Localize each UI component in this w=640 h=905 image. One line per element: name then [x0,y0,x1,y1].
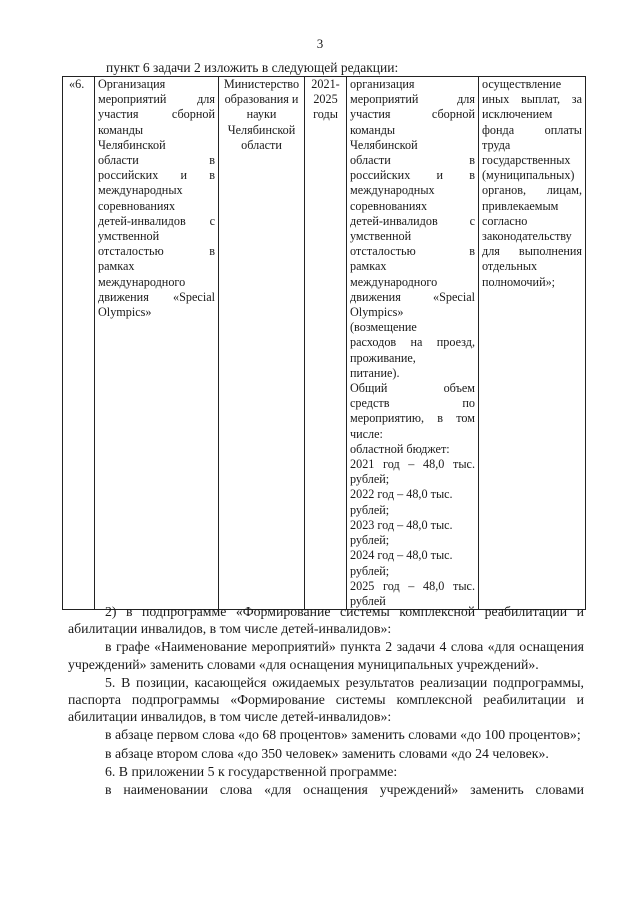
cell-line: полномочий»; [482,274,556,289]
measures-table [62,76,586,610]
cell-line: мероприятию, в том [350,411,475,426]
cell-line: для выполнения [482,244,582,259]
cell-line: детей-инвалидов с [98,213,215,228]
page-number: 3 [316,36,324,51]
cell-line: годы [313,107,338,122]
paragraph: в абзаце втором слова «до 350 человек» заменить словами «до 24 человек». [105,745,549,761]
cell-line: рамках [350,259,387,274]
cell-line: 2023 год – 48,0 тыс. [350,517,453,532]
cell-line: иных выплат, за [482,92,582,107]
cell-line: Olympics» [350,305,404,320]
paragraph: 5. В позиции, касающейся ожидаемых результатов реализации подпрограммы, паспорта подпрограммы «Формирование системы комплексной реабилитации и абилитации инвалидов, в том числе детей-инвалидов»: [68,674,584,725]
cell-line: образования и [224,92,299,107]
cell-line: международных [98,183,183,198]
cell-expense-type [479,77,586,610]
cell-line: команды [350,122,396,137]
cell-line: проживание, [350,350,416,365]
cell-line: фонда оплаты [482,122,582,137]
cell-line: органов, лицам, [482,183,582,198]
cell-line: (возмещение [350,320,417,335]
cell-line: рублей; [350,472,390,487]
cell-term [305,77,347,610]
cell-line: 2021 год – 48,0 тыс. [350,457,475,472]
cell-line: рублей; [350,502,390,517]
cell-line: умственной [350,229,412,244]
paragraph: в наименовании слова «для оснащения учреждений» заменить словами [105,782,584,798]
cell-line: (муниципальных) [482,168,575,183]
cell-line: рамках [98,259,135,274]
cell-line: мероприятий для [98,92,215,107]
paragraph: 6. В приложении 5 к государственной программе: [105,763,398,779]
cell-line: области в [350,153,475,168]
paragraph: в графе «Наименование мероприятий» пункта 2 задачи 4 слова «для оснащения учреждений» заменить словами «для оснащения муниципальных учреждений». [68,639,584,672]
cell-line: российских и в [350,168,475,183]
cell-line: умственной [98,229,160,244]
paragraph: в абзаце первом слова «до 68 процентов» заменить словами «до 100 процентов»; [105,727,581,743]
cell-line: Челябинской [227,122,296,137]
cell-line: отдельных [482,259,538,274]
cell-line: отсталостью в [350,244,475,259]
cell-line: Министерство [223,77,300,91]
cell-line: области [241,137,282,152]
cell-line: Челябинской [350,137,418,152]
cell-line: международного [350,274,438,289]
cell-line: движения «Special [350,289,475,304]
cell-line: участия сборной [98,107,215,122]
cell-line: Общий объем [350,381,475,396]
cell-line: осуществление [482,77,562,91]
cell-line: рублей; [350,533,390,548]
cell-line: государственных [482,153,571,168]
cell-line: средств по [350,396,475,411]
cell-line: международных [350,183,435,198]
cell-number: «6. [63,77,95,610]
cell-measure-name [95,77,219,610]
cell-line: исключением [482,107,553,122]
cell-line: рублей [350,593,386,608]
cell-line: расходов на проезд, [350,335,475,350]
cell-line: согласно [482,213,528,228]
cell-line: привлекаемым [482,198,559,213]
cell-line: соревнованиях [98,198,176,213]
table-row [63,77,586,610]
cell-line: отсталостью в [98,244,215,259]
paragraph: 2) в подпрограмме «Формирование системы комплексной реабилитации и абилитации инвалидов, в том числе детей-инвалидов»: [68,604,584,637]
cell-line: детей-инвалидов с [350,213,475,228]
cell-line: труда [482,137,511,152]
cell-line: движения «Special [98,289,215,304]
cell-line: науки [246,107,277,122]
cell-line: мероприятий для [350,92,475,107]
cell-line: 2025 год – 48,0 тыс. [350,578,475,593]
cell-line: 2025 [313,92,338,107]
cell-line: соревнованиях [350,198,428,213]
intro-text: пункт 6 задачи 2 изложить в следующей редакции: [106,60,399,75]
cell-line: 2022 год – 48,0 тыс. [350,487,453,502]
cell-line: команды [98,122,144,137]
cell-line: питание). [350,365,400,380]
cell-line: организация [350,77,415,91]
cell-line: Челябинской [98,137,166,152]
cell-line: российских и в [98,168,215,183]
cell-line: международного [98,274,186,289]
cell-executor [219,77,305,610]
cell-line: 2024 год – 48,0 тыс. [350,548,453,563]
cell-line: участия сборной [350,107,475,122]
cell-line: Olympics» [98,305,152,320]
cell-financing [347,77,479,610]
body-text [68,603,584,799]
cell-line: области в [98,153,215,168]
cell-line: рублей; [350,563,390,578]
cell-line: числе: [350,426,383,441]
cell-line: законодательству [482,229,572,244]
cell-line: 2021- [311,77,340,91]
cell-line: Организация [98,77,166,91]
cell-line: областной бюджет: [350,441,450,456]
